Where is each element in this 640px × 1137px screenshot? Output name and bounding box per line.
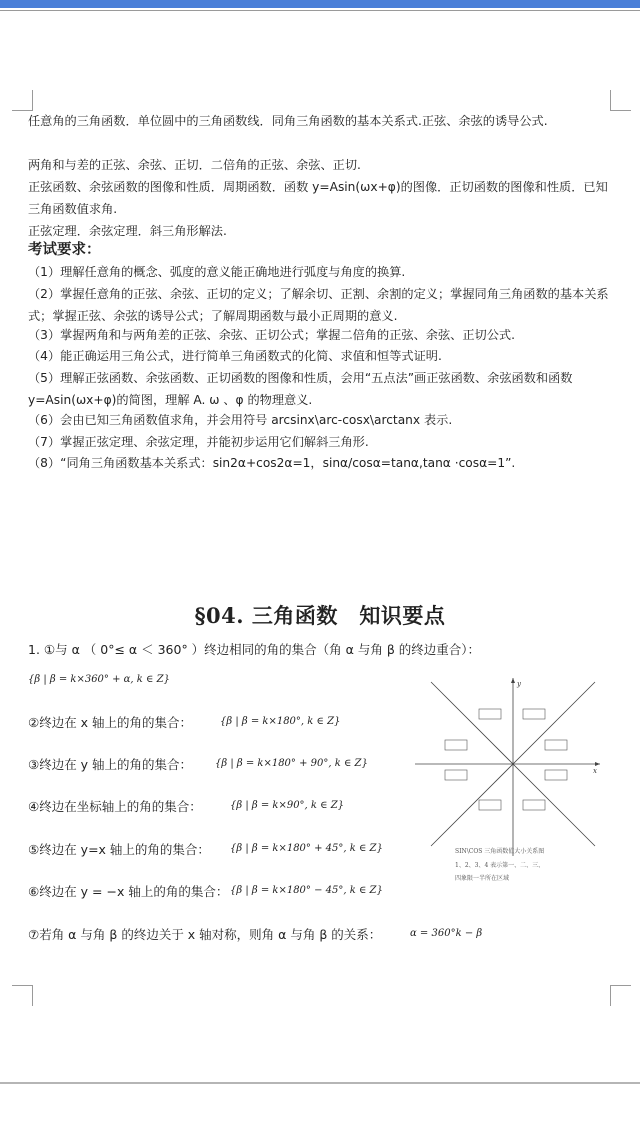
quadrant-diagram bbox=[415, 678, 600, 856]
requirements-heading: 考试要求： bbox=[28, 242, 101, 258]
item-2-text: ②终边在 x 轴上的角的集合： bbox=[28, 715, 193, 730]
item-5-formula: {β | β = k×180° + 45°, k ∈ Z} bbox=[230, 843, 383, 854]
x-arrow-icon bbox=[595, 762, 600, 766]
requirement-8: （8）“同角三角函数基本关系式：sin2α+cos2α=1，sinα/cosα=tanα,tanα ·cosα=1”. bbox=[28, 456, 516, 470]
diagram-caption-3: 四象限一半所在区域 bbox=[455, 875, 510, 882]
section-title: §04. 三角函数 知识要点 bbox=[194, 603, 446, 628]
diagram-caption-2: 1、2、3、4 表示第一、二、三、 bbox=[455, 862, 545, 869]
region-box bbox=[545, 770, 567, 780]
page-corner-top-left bbox=[12, 90, 33, 111]
item-3-text: ③终边在 y 轴上的角的集合： bbox=[28, 757, 193, 772]
item-7-formula: α = 360°k − β bbox=[410, 928, 483, 939]
page-corner-bottom-right bbox=[610, 985, 631, 1006]
item-5-text: ⑤终边在 y=x 轴上的角的集合： bbox=[28, 842, 210, 857]
item-1-text: 1. ①与 α （ 0°≤ α ＜ 360° ）终边相同的角的集合（角 α 与角 β 的终边重合）： bbox=[28, 642, 481, 657]
bottom-divider bbox=[0, 1082, 640, 1084]
item-1-formula: {β | β = k×360° + α, k ∈ Z} bbox=[28, 674, 170, 685]
x-axis-label: x bbox=[593, 767, 597, 775]
item-7-text: ⑦若角 α 与角 β 的终边关于 x 轴对称，则角 α 与角 β 的关系： bbox=[28, 927, 382, 942]
region-box bbox=[545, 740, 567, 750]
region-box bbox=[445, 740, 467, 750]
outline-line-1: 任意角的三角函数．单位圆中的三角函数线．同角三角函数的基本关系式.正弦、余弦的诱导公式. bbox=[28, 114, 548, 128]
requirement-6: （6）会由已知三角函数值求角，并会用符号 arcsinx\arc-cosx\arctanx 表示. bbox=[28, 413, 453, 427]
region-box bbox=[479, 709, 501, 719]
region-box bbox=[523, 709, 545, 719]
y-arrow-icon bbox=[511, 678, 515, 683]
requirement-5: （5）理解正弦函数、余弦函数、正切函数的图像和性质，会用“五点法”画正弦函数、余弦函数和函数 y=Asin(ωx+φ)的简图，理解 A. ω 、φ 的物理意义. bbox=[28, 371, 573, 407]
diagram-caption-1: SIN\COS 三角函数值大小关系图 bbox=[455, 848, 545, 855]
top-divider bbox=[0, 10, 640, 11]
region-box bbox=[523, 800, 545, 810]
requirement-7: （7）掌握正弦定理、余弦定理，并能初步运用它们解斜三角形. bbox=[28, 435, 369, 449]
item-4-formula: {β | β = k×90°, k ∈ Z} bbox=[230, 800, 345, 811]
outline-line-3: 正弦函数、余弦函数的图像和性质．周期函数．函数 y=Asin(ωx+φ)的图像．正切函数的图像和性质．已知三角函数值求角. bbox=[28, 180, 608, 216]
outline-line-2: 两角和与差的正弦、余弦、正切．二倍角的正弦、余弦、正切. bbox=[28, 158, 361, 172]
y-axis-label: y bbox=[517, 680, 521, 688]
page-corner-top-right bbox=[610, 90, 631, 111]
item-2-formula: {β | β = k×180°, k ∈ Z} bbox=[220, 716, 341, 727]
requirement-4: （4）能正确运用三角公式，进行简单三角函数式的化简、求值和恒等式证明. bbox=[28, 349, 442, 363]
item-3-formula: {β | β = k×180° + 90°, k ∈ Z} bbox=[215, 758, 368, 769]
region-box bbox=[445, 770, 467, 780]
page-corner-bottom-left bbox=[12, 985, 33, 1006]
requirement-2: （2）掌握任意角的正弦、余弦、正切的定义；了解余切、正割、余割的定义；掌握同角三角函数的基本关系式；掌握正弦、余弦的诱导公式；了解周期函数与最小正周期的意义. bbox=[28, 287, 609, 323]
window-top-bar bbox=[0, 0, 640, 8]
item-4-text: ④终边在坐标轴上的角的集合： bbox=[28, 799, 202, 814]
requirement-3: （3）掌握两角和与两角差的正弦、余弦、正切公式；掌握二倍角的正弦、余弦、正切公式. bbox=[28, 328, 515, 342]
item-6-text: ⑥终边在 y = −x 轴上的角的集合： bbox=[28, 884, 229, 899]
outline-line-4: 正弦定理．余弦定理．斜三角形解法. bbox=[28, 224, 227, 238]
region-box bbox=[479, 800, 501, 810]
requirement-1: （1）理解任意角的概念、弧度的意义能正确地进行弧度与角度的换算. bbox=[28, 265, 406, 279]
item-6-formula: {β | β = k×180° − 45°, k ∈ Z} bbox=[230, 885, 383, 896]
